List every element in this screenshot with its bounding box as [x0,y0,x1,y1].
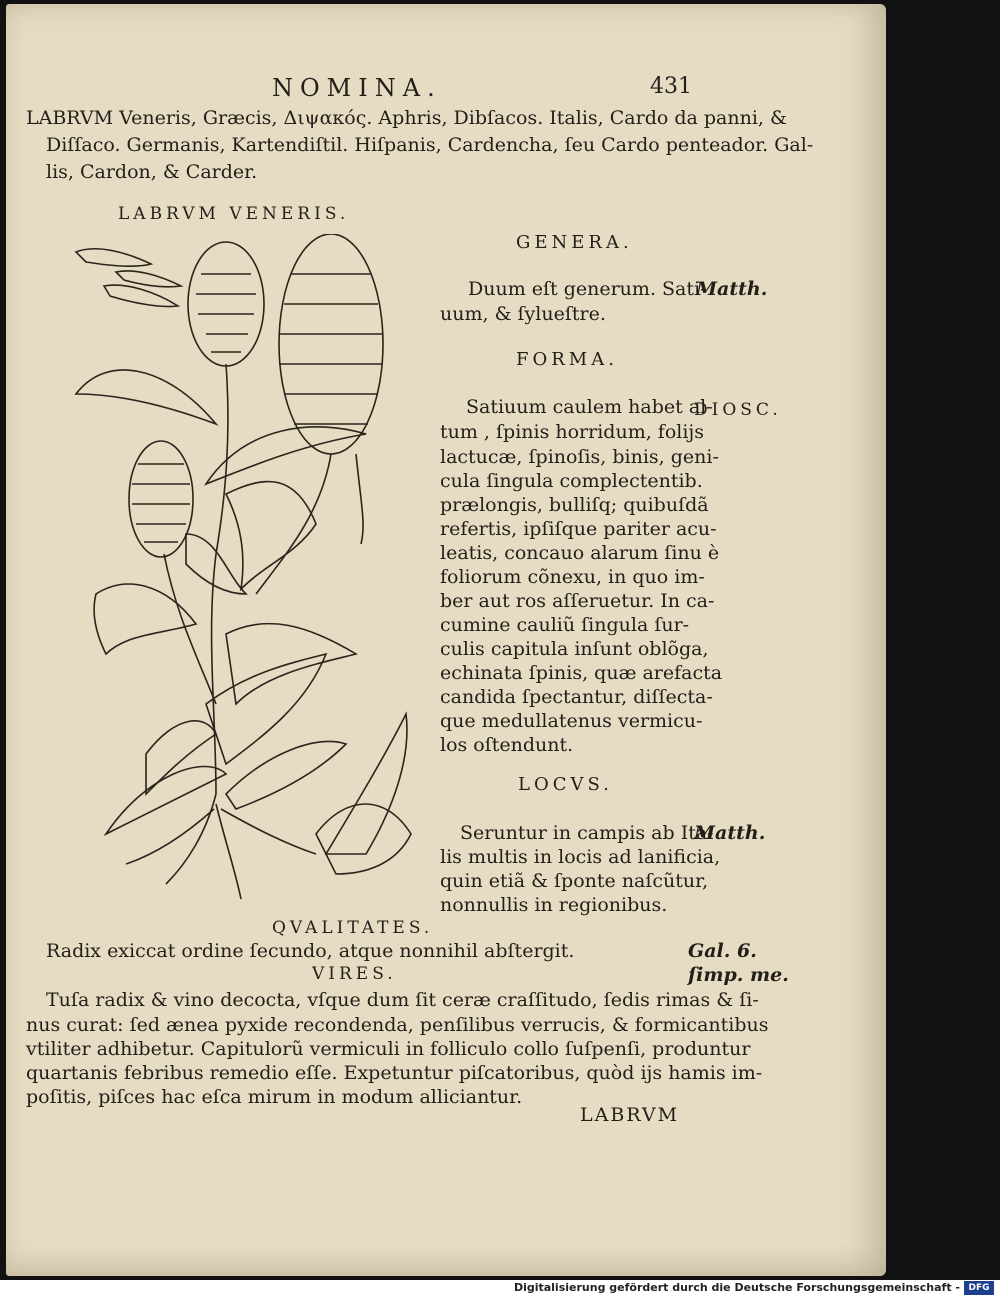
forma-line: leatis, concauo alarum ſinu è [440,542,720,564]
forma-line: los oſtendunt. [440,734,574,756]
vires-line: poſitis, piſces hac eſca mirum in modum alliciantur. [26,1086,523,1108]
vires-line: nus curat: ſed ænea pyxide recondenda, penſilibus verrucis, & formicantibus [26,1014,769,1036]
forma-line: prælongis, bulliſq; quibuſdã [440,494,709,516]
genera-line: uum, & ſylueſtre. [440,303,606,325]
forma-line: refertis, ipſiſque pariter acu- [440,518,717,540]
page-title: NOMINA. [272,74,442,102]
vires-line: quartanis febribus remedio eſſe. Expetuntur piſcatoribus, quòd ijs hamis im- [26,1062,763,1084]
footer-text: Digitalisierung gefördert durch die Deutsche Forschungsgemeinschaft - [513,1281,960,1294]
teasel-woodcut-illustration [66,234,426,914]
forma-line: lactucæ, ſpinoſis, binis, geni- [440,446,719,468]
forma-line: ber aut ros aſſeruetur. In ca- [440,590,715,612]
margin-note-forma: DIOSC. [694,400,782,420]
locus-line: lis multis in locis ad lanificia, [440,846,721,868]
vires-line: vtiliter adhibetur. Capitulorũ vermiculi in folliculo collo ſuſpenſi, produntur [26,1038,751,1060]
vires-heading: VIRES. [312,964,397,984]
locus-heading: LOCVS. [518,774,613,795]
forma-line: culis capitula inſunt oblõga, [440,638,709,660]
nomina-line: lis, Cardon, & Carder. [46,161,258,183]
forma-line: echinata ſpinis, quæ arefacta [440,662,723,684]
forma-line: candida ſpectantur, diſſecta- [440,686,713,708]
nomina-line: LABRVM Veneris, Græcis, Διψακός. Aphris, Dibſacos. Italis, Cardo da panni, & [26,107,787,129]
dfg-logo: DFG [964,1281,994,1295]
page-number: 431 [650,74,692,99]
vires-line: Tuſa radix & vino decocta, vſque dum ſit ceræ craſſitudo, ſedis rimas & ſi- [46,989,759,1011]
figure-caption: LABRVM VENERIS. [118,204,350,224]
margin-note-locus: Matth. [694,822,766,844]
qualitates-line: Radix exiccat ordine ſecundo, atque nonnihil abſtergit. [46,940,575,962]
forma-line: tum , ſpinis horridum, folijs [440,421,705,443]
locus-line: quin etiã & ſponte naſcũtur, [440,870,709,892]
qualitates-heading: QVALITATES. [272,918,434,938]
nomina-line: Diſſaco. Germanis, Kartendiſtil. Hiſpanis, Cardencha, ſeu Cardo penteador. Gal- [46,134,814,156]
forma-line: cumine cauliũ ſingula ſur- [440,614,690,636]
catchword: LABRVM [580,1104,680,1126]
locus-line: Seruntur in campis ab Ita- [460,822,714,844]
footer [0,1280,1000,1297]
margin-note-galen-1: Gal. 6. [688,940,757,962]
forma-line: cula ſingula complectentib. [440,470,703,492]
locus-line: nonnullis in regionibus. [440,894,668,916]
forma-line: Satiuum caulem habet al- [466,396,713,418]
forma-line: que medullatenus vermicu- [440,710,703,732]
genera-line: Duum eſt generum. Sati- [468,278,707,300]
book-page [6,4,886,1276]
genera-heading: GENERA. [516,232,633,253]
margin-note-genera: Matth. [696,278,768,300]
forma-heading: FORMA. [516,349,618,370]
margin-note-galen-2: ſimp. me. [688,964,789,986]
forma-line: foliorum cõnexu, in quo im- [440,566,705,588]
